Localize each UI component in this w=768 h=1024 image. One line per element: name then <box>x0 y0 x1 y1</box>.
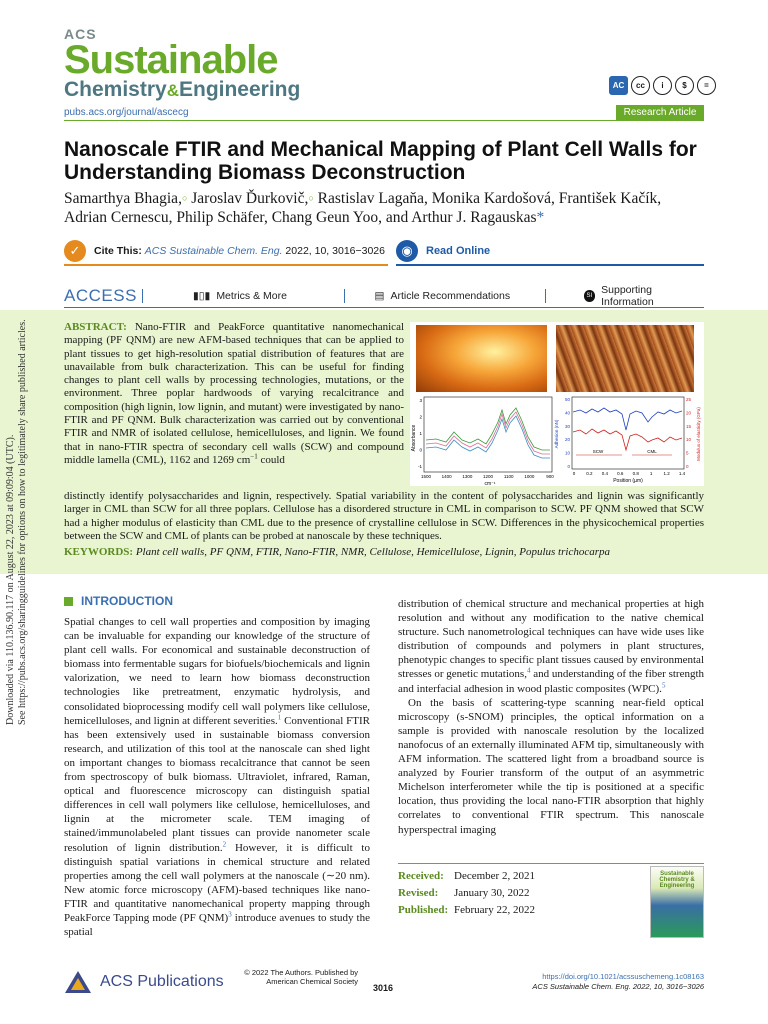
spec-yticks-label: 3 <box>419 398 422 403</box>
header-rule <box>64 120 704 121</box>
profile-ylabel: Adhesion (nN) <box>554 419 559 449</box>
intro-left-column <box>64 615 370 939</box>
metrics-label: Metrics & More <box>216 289 287 302</box>
date-received <box>398 869 618 884</box>
divider <box>545 289 546 303</box>
profile-plot <box>554 397 701 484</box>
spec-xticks-label: 1400 <box>441 474 452 479</box>
journal-logo <box>64 26 300 103</box>
cite-this-bar[interactable] <box>64 238 388 266</box>
keywords-label: KEYWORDS: <box>64 546 134 558</box>
date-published <box>398 903 618 918</box>
footer-citation <box>470 972 704 992</box>
abstract-text-1: Nano-FTIR and PeakForce quantitative nanomechanical mapping (PF QNM) are new AFM-based techniques that can be applied to plant tissues to get high-resolution spatial distribution of features that are unavailable from bulk characterization. This can be useful for finding changes to plant cell walls by processing technologies, mutations, or the environment. Three poplar hardwoods of varying recalcitrance and composition (high lignin, low lignin, and mutant) were investigated by nano-FTIR and PF QNM. Bulk characterization was carried out by conventional FTIR and NMR of isolated cellulose, hemicelluloses, and lignin. We found that in nano-FTIR spectra of secondary cell walls (SCW) and compound middle lamella (CML), 1162 and 1269 cm <box>64 321 405 466</box>
attribution-icon[interactable]: i <box>653 76 672 95</box>
spec-yticks-label: -1 <box>417 464 422 469</box>
intro-text: However, it is difficult to distinguish spatial variations in chemical structure and related properties among the cell wall polymers at the nanoscale (∼20 nm). New atomic force microscopy (AFM)-based techniques like nano-FTIR and quantitative nanomechanical property mapping through PeakForce Tapping mode (PF QNM) <box>64 841 370 924</box>
prof-xticks-label: 1.2 <box>663 471 670 476</box>
cite-details: 2022, 10, 3016−3026 <box>282 245 385 257</box>
profile-line-blue <box>573 408 682 430</box>
spectrum-yticks <box>418 398 423 469</box>
abstract-text-full: distinctly identify polysaccharides and lignin, respectively. Spatial variability in the content of polysaccharides and lignin was significantly larger in CML than SCW for all three poplars. Cellulose has a disordered structure in CML in comparison to SCW. PF QNM showed that SCW had a higher modulus of elasticity than CML due to the presence of crystalline cellulose in SCW. Differences in the physicochemical properties between the SCW and CML of plants can be probed at nanoscale by these techniques. <box>64 490 704 542</box>
keywords <box>64 546 704 559</box>
journal-url[interactable]: pubs.acs.org/journal/ascecg <box>64 107 189 118</box>
logo-acs: ACS <box>64 26 97 42</box>
intro-text: distribution of chemical structure and mechanical properties at high resolution and without any modification to the native chemical structure. Such nanometrological techniques can have wide uses like distribution of compounds and polymers in plant structures, phenotypic changes to specific plant tissues caused by environmental stresses or genetic mutations, <box>398 598 704 681</box>
author-list <box>64 189 704 227</box>
author-segment-2[interactable]: Jaroslav Ďurkovič, <box>187 190 309 207</box>
spec-xticks-label: 1100 <box>503 474 514 479</box>
prof-yticks-label: 50 <box>564 397 570 402</box>
ref-link[interactable]: 3 <box>228 910 232 919</box>
profile-xticks <box>573 471 686 476</box>
copyright: © 2022 The Authors. Published by American Chemical Society <box>244 968 358 986</box>
si-icon: SI <box>584 290 596 302</box>
document-icon: ▤ <box>374 289 385 302</box>
bar-chart-icon: ▮▯▮ <box>192 289 211 302</box>
prof-xticks-label: 0.8 <box>632 471 639 476</box>
footer-citation-text: ACS Sustainable Chem. Eng. 2022, 10, 3016−3026 <box>532 982 704 991</box>
toc-plots <box>410 322 704 486</box>
read-online-bar[interactable] <box>396 238 704 266</box>
cite-label: Cite This: <box>94 245 142 257</box>
open-access-icon[interactable]: AC <box>609 76 628 95</box>
prof-yticks-label: 20 <box>564 437 570 443</box>
intro-text: and understanding of the fiber strength and interfacial adhesion in wood plastic composites (WPC). <box>398 668 705 695</box>
ref-link[interactable]: 2 <box>222 839 227 848</box>
ref-link[interactable]: 1 <box>277 713 282 721</box>
cite-journal[interactable]: ACS Sustainable Chem. Eng. <box>144 245 283 257</box>
prof-xticks-label: 0.6 <box>617 471 624 476</box>
recommendations-label: Article Recommendations <box>390 289 511 302</box>
prof-yticks-label: 0 <box>567 464 570 469</box>
section-square-icon <box>64 597 73 606</box>
profile-frame <box>572 397 684 469</box>
metrics-link[interactable] <box>193 290 334 302</box>
download-notice-line1: Downloaded via 110.136.90.117 on August 22, 2023 at 09:09:04 (UTC). <box>5 434 16 725</box>
corresponding-author-star[interactable]: * <box>536 209 545 226</box>
license-icons[interactable] <box>609 76 716 95</box>
check-icon: ✓ <box>64 240 86 262</box>
spectrum-line-teal <box>426 416 550 458</box>
prof-y2ticks-label: 10 <box>686 437 692 443</box>
globe-icon: ◉ <box>396 240 418 262</box>
doi-link[interactable]: https://doi.org/10.1021/acssuschemeng.1c08163 <box>542 972 704 981</box>
intro-paragraph: On the basis of scattering-type scanning near-field optical microscopy (s-SNOM) principles, the optical information on a sample is provided with nanoscale resolution by the localized nanofocus of an externally illuminated AFM tip, simultaneously with AFM information. The scattered light from a broadband source is analyzed by Fourier transform of the output of an asymmetric Michelson interferometer while the tip is positioned at a specific location, thus providing the local nano-FTIR absorption that highly correlates to conventional FTIR spectrum. This nanoscale hyperspectral imaging <box>398 696 704 836</box>
divider <box>344 289 345 303</box>
intro-text: Conventional FTIR has been extensively used in sustainable biomass conversion research, and utilization of this tool at the nanoscale can shed light on important changes to biomass recalcitrance that cannot be seen from spectroscopy of bulk biomass. Ultraviolet, infrared, Raman, optical and fluorescence microscopy can distinguish spatial differences in cell wall polymers like cellulose, hemicelluloses, and lignin at the micrometer scale. TEM imaging of stained/immunolabeled plant tissues can provide nanometer scale resolution of lignin distribution. <box>64 714 371 854</box>
spectrum-xticks <box>421 474 554 479</box>
spectrum-line-green <box>426 408 550 450</box>
prof-y2ticks-label: 5 <box>686 450 689 456</box>
download-notice <box>5 285 29 725</box>
keywords-list: Plant cell walls, PF QNM, FTIR, Nano-FTIR, NMR, Cellulose, Hemicellulose, Lignin, Populus trichocarpa <box>135 546 610 558</box>
abstract-could: could <box>257 453 285 466</box>
ref-link[interactable]: 4 <box>526 666 531 675</box>
cc-icon[interactable]: cc <box>631 76 650 95</box>
date-label: Received: <box>398 870 444 882</box>
spectrum-ylabel: Absorbance <box>411 424 417 452</box>
profile-yticks <box>565 397 571 469</box>
spec-xticks-label: 1000 <box>524 474 535 479</box>
noderivatives-icon[interactable]: = <box>697 76 716 95</box>
recommendations-link[interactable] <box>375 290 535 302</box>
region-cml: CML <box>647 449 657 454</box>
publisher-logo <box>64 970 224 994</box>
journal-cover-thumbnail[interactable] <box>650 866 704 938</box>
prof-y2ticks-label: 25 <box>686 397 692 402</box>
date-revised <box>398 886 618 901</box>
date-value: December 2, 2021 <box>454 870 535 882</box>
acs-triangle-icon <box>64 970 92 994</box>
prof-xticks-label: 0.4 <box>601 471 608 476</box>
logo-chem-eng <box>64 78 300 103</box>
logo-engineering: Engineering <box>178 78 301 101</box>
prof-xticks-label: 1 <box>649 471 653 476</box>
author-segment-3[interactable]: Rastislav Lagaňa, Monika Kardošová, František Kačík, <box>313 190 662 207</box>
ref-link[interactable]: 5 <box>661 680 666 689</box>
spec-xticks-label: 1500 <box>420 474 432 479</box>
date-value: February 22, 2022 <box>454 904 535 916</box>
access-label: ACCESS <box>64 285 137 305</box>
prof-yticks-label: 30 <box>564 423 570 429</box>
spectrum-plot <box>411 397 554 486</box>
prof-xticks-label: 0 <box>572 471 576 476</box>
intro-text: Spatial changes to cell wall properties and composition by imaging can be invaluable for expanding our knowledge of the structure of plant cell walls. For economical and sustainable deconstruction of biomass into fermentable sugars for biofuels/biochemicals and lignin valorization, we need to learn how biomass deconstruction technologies like pretreatment, enzymatic hydrolysis, and consolidated bioprocessing modify cell wall polymers like cellulose, hemicelluloses, and lignin at different severities. <box>64 616 370 727</box>
section-heading-text: INTRODUCTION <box>81 594 173 608</box>
download-notice-line2[interactable]: See https://pubs.acs.org/sharingguidelines for options on how to legitimately share published articles. <box>17 319 28 725</box>
prof-xticks-label: 1.4 <box>678 471 686 476</box>
author-segment-4[interactable]: Adrian Cernescu, Philip Schäfer, Chang Geun Yoo, and Arthur J. Ragauskas <box>64 209 537 226</box>
divider <box>142 289 143 303</box>
author-segment-1[interactable]: Samarthya Bhagia, <box>64 190 182 207</box>
spec-yticks-label: 0 <box>419 447 422 453</box>
spectrum-frame <box>424 397 552 472</box>
spec-xticks-label: 900 <box>546 474 554 479</box>
supporting-label: Supporting Information <box>601 283 654 308</box>
prof-yticks-label: 40 <box>564 410 570 416</box>
date-label: Published: <box>398 904 449 916</box>
profile-xlabel: Position (µm) <box>613 478 643 484</box>
abstract-sup: −1 <box>250 452 258 461</box>
abstract-label: ABSTRACT: <box>64 321 127 333</box>
prof-y2ticks-label: 15 <box>686 423 692 429</box>
access-bar <box>64 284 704 308</box>
spec-xticks-label: 1300 <box>462 474 473 479</box>
logo-amp: & <box>166 81 179 100</box>
prof-y2ticks-label: 20 <box>686 410 692 416</box>
spec-xticks-label: 1200 <box>482 474 494 479</box>
article-title: Nanoscale FTIR and Mechanical Mapping of Plant Cell Walls for Understanding Biomass Deconstruction <box>64 138 697 184</box>
prof-yticks-label: 10 <box>564 450 570 456</box>
toc-graphic <box>410 322 704 486</box>
cover-title: Sustainable Chemistry & Engineering <box>659 871 695 889</box>
date-value: January 30, 2022 <box>454 887 530 899</box>
spec-yticks-label: 1 <box>419 431 422 436</box>
abstract-text-wrap <box>64 321 404 467</box>
profile-y2label: Modulus of elasticity (GPa) <box>696 407 701 461</box>
spectrum-line-pink <box>426 412 550 454</box>
intro-right-column <box>398 597 704 837</box>
article-type-badge: Research Article <box>616 105 704 121</box>
logo-chemistry: Chemistry <box>64 78 167 101</box>
orcid-icon[interactable]: ○ <box>181 193 188 203</box>
orcid-icon[interactable]: ○ <box>308 193 314 203</box>
cite-text <box>94 245 385 257</box>
page-number: 3016 <box>373 983 394 993</box>
spec-yticks-label: 2 <box>419 414 422 420</box>
supporting-info-link[interactable] <box>584 284 704 308</box>
profile-y2ticks <box>686 397 692 469</box>
intro-text: introduce avenues to study the spatial <box>64 911 370 939</box>
region-scw: SCW <box>592 449 604 454</box>
profile-line-red <box>573 429 682 450</box>
noncommercial-icon[interactable]: $ <box>675 76 694 95</box>
prof-y2ticks-label: 0 <box>686 464 689 469</box>
spectrum-xlabel: cm⁻¹ <box>484 481 496 486</box>
publisher-name: ACS Publications <box>100 973 224 990</box>
section-heading-introduction <box>64 594 173 608</box>
prof-xticks-label: 0.2 <box>586 471 593 476</box>
read-online-link[interactable]: Read Online <box>426 245 491 257</box>
logo-sustainable: Sustainable <box>64 38 278 82</box>
date-label: Revised: <box>398 887 439 899</box>
publication-dates <box>398 863 618 918</box>
